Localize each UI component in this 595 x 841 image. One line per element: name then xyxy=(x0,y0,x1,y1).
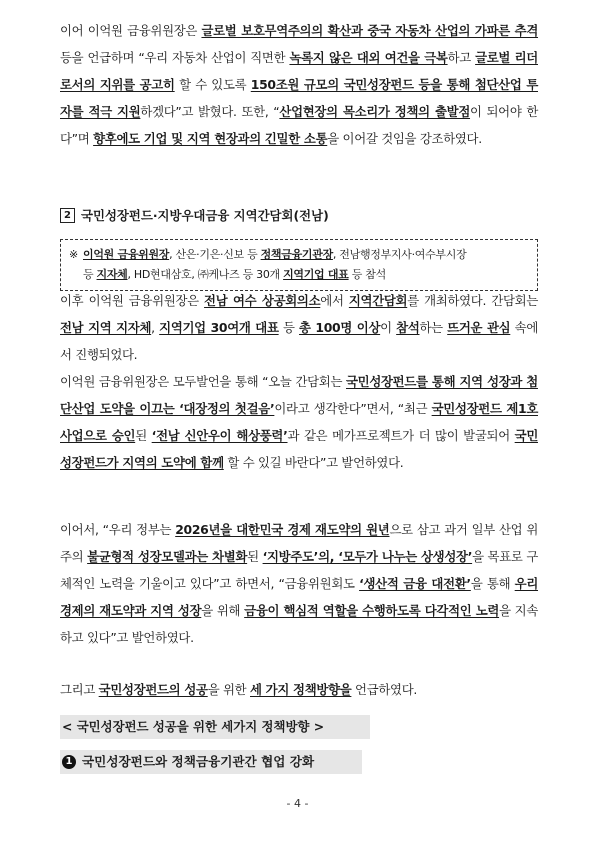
emphasis-text: 정책금융기관장 xyxy=(260,248,333,261)
emphasis-text: 지역간담회 xyxy=(348,293,408,308)
emphasis-text: 글로벌 보호무역주의의 확산과 중국 자동차 산업의 가파른 추격 xyxy=(201,23,539,38)
emphasis-text: 세 가지 정책방향을 xyxy=(250,682,352,697)
paragraph-text: 이억원 금융위원장은 모두발언을 통해 “오늘 간담회는 국민성장펀드를 통해 지역 성장과 첨단산업 도약을 이끄는 ‘대장정의 첫걸음’이라고 생각한다”면서, “최근 국민성장펀드 제1호 사업으로 승인된 ‘전남 신안우이 해상풍력’과 같은 메가프로젝트가 더 많이 발굴되어 국민성장펀드가 지역의 도약에 함께 할 수 있길 바란다”고 발언하였다. xyxy=(60,374,538,470)
emphasis-text: 전남 여수 상공회의소 xyxy=(204,293,321,308)
emphasis-text: 향후에도 기업 및 지역 현장과의 긴밀한 소통 xyxy=(93,131,328,146)
paragraph-government-goals xyxy=(60,516,538,651)
paragraph-text: 이어 이억원 금융위원장은 글로벌 보호무역주의의 확산과 중국 자동차 산업의 가파른 추격 등을 언급하며 “우리 자동차 산업이 직면한 녹록지 않은 대외 여건을 극복하고 글로벌 리더로서의 지위를 공고히 할 수 있도록 150조원 규모의 국민성장펀드 등을 통해 첨단산업 투자를 적극 지원하겠다”고 밝혔다. 또한, “산업현장의 목소리가 정책의 출발점이 되어야 한다”며 향후에도 기업 및 지역 현장과의 긴밀한 소통을 이어갈 것임을 강조하였다. xyxy=(60,23,539,146)
emphasis-text: 전남 지역 지자체 xyxy=(60,320,152,335)
emphasis-text: 지역기업 대표 xyxy=(283,268,349,281)
paragraph-text: 이어서, “우리 정부는 2026년을 대한민국 경제 재도약의 원년으로 삼고 과거 일부 산업 위주의 불균형적 성장모델과는 차별화된 ‘지방주도’의, ‘모두가 나누는 상생성장’을 목표로 구체적인 노력을 기울이고 있다”고 하면서, “금융위원회도 ‘생산적 금융 대전환’을 통해 우리 경제의 재도약과 지역 성장을 위해 금융이 핵심적 역할을 수행하도록 다각적인 노력을 지속하고 있다”고 발언하였다. xyxy=(60,522,539,645)
note-line-2: 등 지자체, HD현대삼호, ㈜케나즈 등 30개 지역기업 대표 등 참석 xyxy=(83,268,386,281)
emphasis-text: 지역기업 30여개 대표 xyxy=(159,320,279,335)
emphasis-text: 참석 xyxy=(396,320,420,335)
emphasis-text: 녹록지 않은 대외 여건을 극복 xyxy=(289,50,448,65)
paragraph-remarks-auto-industry xyxy=(60,17,538,152)
section-heading xyxy=(60,206,329,224)
paragraph-meeting-held xyxy=(60,287,538,368)
emphasis-text: 국민성장펀드 제1호 사업으로 승인 xyxy=(60,401,538,443)
reference-mark: ※ xyxy=(69,248,78,261)
section-number-box: 2 xyxy=(60,208,75,223)
note-line-1-text: 이억원 금융위원장, 산은·기은·신보 등 정책금융기관장, 전남행정부지사·여수부시장 xyxy=(83,248,467,261)
paragraph-text: 그리고 국민성장펀드의 성공을 위한 세 가지 정책방향을 언급하였다. xyxy=(60,682,418,697)
emphasis-text: 불균형적 성장모델과는 차별화 xyxy=(87,549,248,564)
emphasis-text: 지자체 xyxy=(96,268,128,281)
emphasis-text: 총 100명 이상 xyxy=(299,320,381,335)
emphasis-text: 금융이 핵심적 역할을 수행하도록 다각적인 노력 xyxy=(244,603,500,618)
paragraph-policy-directions-intro xyxy=(60,676,538,703)
emphasis-text: 뜨거운 관심 xyxy=(447,320,511,335)
paragraph-text: 이후 이억원 금융위원장은 전남 여수 상공회의소에서 지역간담회를 개최하였다. 간담회는 전남 지역 지자체, 지역기업 30여개 대표 등 총 100명 이상이 참석하는 뜨거운 관심 속에서 진행되었다. xyxy=(60,293,539,362)
emphasis-text: 이억원 금융위원장 xyxy=(83,248,170,261)
emphasis-text: 국민성장펀드의 성공 xyxy=(98,682,208,697)
emphasis-text: 2026년을 대한민국 경제 재도약의 원년 xyxy=(175,522,390,537)
policy-item-1 xyxy=(60,750,362,774)
emphasis-text: 글로벌 리더로서의 지위를 공고히 xyxy=(60,50,538,92)
policy-directions-banner: < 국민성장펀드 성공을 위한 세가지 정책방향 > xyxy=(60,715,370,739)
note-line-1 xyxy=(69,245,531,265)
policy-item-1-label: 국민성장펀드와 정책금융기관간 협업 강화 xyxy=(82,754,315,769)
item-number-circle: 1 xyxy=(62,755,76,769)
emphasis-text: ‘전남 신안우이 해상풍력’ xyxy=(151,428,288,443)
attendee-note-box xyxy=(60,239,538,291)
emphasis-text: 산업현장의 목소리가 정책의 출발점 xyxy=(279,104,471,119)
emphasis-text: 국민성장펀드가 지역의 도약에 함께 xyxy=(60,428,538,470)
emphasis-text: 150조원 규모의 국민성장펀드 등을 통해 첨단산업 투자를 적극 지원 xyxy=(60,77,538,119)
section-title: 국민성장펀드·지방우대금융 지역간담회(전남) xyxy=(81,208,329,223)
emphasis-text: ‘지방주도’의, ‘모두가 나누는 상생성장’ xyxy=(262,549,473,564)
emphasis-text: 우리 경제의 재도약과 지역 성장 xyxy=(60,576,539,618)
paragraph-opening-remarks xyxy=(60,368,538,476)
emphasis-text: 국민성장펀드를 통해 지역 성장과 첨단산업 도약을 이끄는 ‘대장정의 첫걸음’ xyxy=(60,374,538,416)
page-number: - 4 - xyxy=(286,797,309,810)
emphasis-text: ‘생산적 금융 대전환’ xyxy=(359,576,471,591)
